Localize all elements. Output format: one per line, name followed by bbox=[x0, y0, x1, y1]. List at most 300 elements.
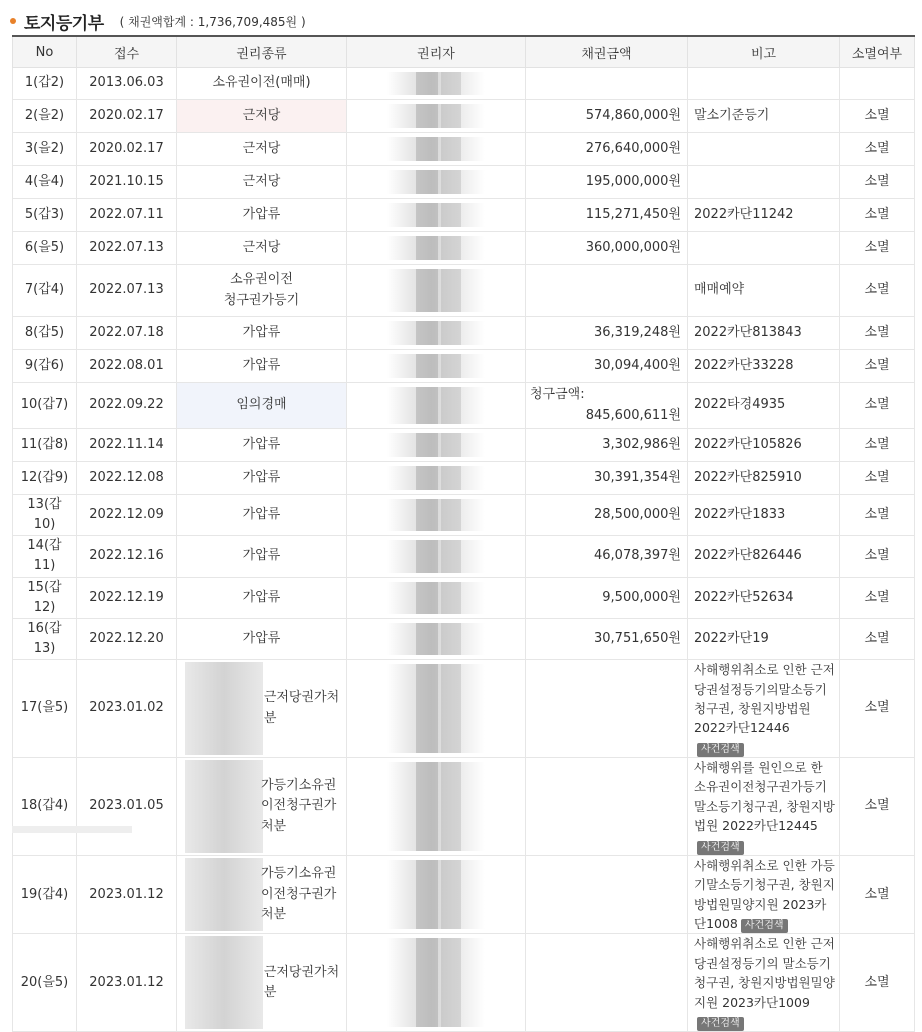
cell-note bbox=[688, 350, 840, 383]
cell-kind bbox=[177, 317, 347, 350]
cell-amount bbox=[526, 577, 688, 618]
kind-line1: 소유권이전 bbox=[230, 272, 293, 288]
cell-date bbox=[77, 429, 177, 462]
row-no: 17(을5) bbox=[20, 700, 69, 716]
row-note: 2022카단52634 bbox=[694, 589, 794, 605]
cell-amount bbox=[526, 618, 688, 659]
row-amount: 276,640,000원 bbox=[585, 140, 681, 156]
row-date: 2022.12.09 bbox=[89, 507, 164, 523]
row-date: 2023.01.05 bbox=[89, 798, 164, 814]
row-kind: 가압류 bbox=[242, 357, 281, 373]
table-row bbox=[13, 934, 915, 1032]
row-note: 매매예약 bbox=[694, 282, 745, 298]
cell-no bbox=[13, 855, 77, 934]
row-status: 소멸 bbox=[864, 469, 890, 485]
cell-note bbox=[688, 265, 840, 317]
row-date: 2022.12.19 bbox=[89, 589, 164, 605]
row-status: 소멸 bbox=[864, 173, 890, 189]
table-row bbox=[13, 462, 915, 495]
cell-no bbox=[13, 429, 77, 462]
kind-text bbox=[181, 864, 342, 924]
row-kind: 근저당 bbox=[242, 239, 281, 255]
cell-holder bbox=[347, 100, 526, 133]
row-status: 소멸 bbox=[864, 548, 890, 564]
blurred-holder bbox=[387, 664, 485, 753]
cell-no bbox=[13, 495, 77, 536]
cell-kind bbox=[177, 350, 347, 383]
cell-amount bbox=[526, 133, 688, 166]
table-row bbox=[13, 350, 915, 383]
case-search-button[interactable]: 사건검색 bbox=[697, 1017, 744, 1031]
row-kind: 임의경매 bbox=[236, 397, 287, 413]
cell-holder bbox=[347, 495, 526, 536]
cell-status bbox=[840, 577, 915, 618]
row-note: 2022카단11242 bbox=[694, 206, 794, 222]
cell-no bbox=[13, 166, 77, 199]
cell-no bbox=[13, 618, 77, 659]
cell-holder bbox=[347, 536, 526, 577]
cell-note bbox=[688, 166, 840, 199]
cell-no bbox=[13, 577, 77, 618]
kind-line2: 분 bbox=[263, 710, 277, 726]
cell-kind bbox=[177, 495, 347, 536]
cell-holder bbox=[347, 317, 526, 350]
cell-note bbox=[688, 495, 840, 536]
row-kind: 근저당 bbox=[242, 107, 281, 123]
table-row bbox=[13, 317, 915, 350]
row-date: 2021.10.15 bbox=[89, 173, 164, 189]
cell-holder bbox=[347, 166, 526, 199]
cell-date bbox=[77, 495, 177, 536]
row-note: 2022카단1833 bbox=[694, 507, 786, 523]
row-no: 1(갑2) bbox=[24, 75, 65, 91]
cell-amount bbox=[526, 855, 688, 934]
cell-note bbox=[688, 934, 840, 1032]
cell-kind bbox=[177, 618, 347, 659]
cell-date bbox=[77, 934, 177, 1032]
row-date: 2022.12.16 bbox=[89, 548, 164, 564]
cell-amount bbox=[526, 934, 688, 1032]
cell-status bbox=[840, 232, 915, 265]
blurred-holder bbox=[387, 540, 485, 572]
cell-status bbox=[840, 100, 915, 133]
cell-kind bbox=[177, 383, 347, 429]
row-amount: 574,860,000원 bbox=[585, 107, 681, 123]
cell-no bbox=[13, 199, 77, 232]
row-no: 14(갑11) bbox=[27, 538, 62, 574]
row-no: 3(을2) bbox=[24, 140, 65, 156]
cell-holder bbox=[347, 350, 526, 383]
cell-kind bbox=[177, 265, 347, 317]
cell-note bbox=[688, 429, 840, 462]
cell-date bbox=[77, 265, 177, 317]
row-status: 소멸 bbox=[864, 589, 890, 605]
cell-amount bbox=[526, 199, 688, 232]
row-kind: 가압류 bbox=[242, 436, 281, 452]
row-no: 20(을5) bbox=[20, 974, 69, 990]
kind-text bbox=[184, 963, 339, 1003]
cell-date bbox=[77, 133, 177, 166]
row-status: 소멸 bbox=[864, 107, 890, 123]
cell-no bbox=[13, 660, 77, 758]
registry-table bbox=[12, 35, 915, 1032]
row-no: 19(갑4) bbox=[20, 886, 69, 902]
cell-no bbox=[13, 536, 77, 577]
claim-label: 청구금액: bbox=[530, 387, 585, 403]
blurred-holder bbox=[387, 623, 485, 655]
cell-no bbox=[13, 462, 77, 495]
cell-no bbox=[13, 383, 77, 429]
row-note: 사해행위취소로 인한 근저당권설정등기의 말소등기청구권, 창원지방법원밀양지원 2023카단1009 bbox=[694, 936, 835, 1010]
row-no: 4(을4) bbox=[24, 173, 65, 189]
row-date: 2022.07.18 bbox=[89, 324, 164, 340]
row-note: 2022카단813843 bbox=[694, 324, 802, 340]
cell-kind bbox=[177, 68, 347, 100]
cell-status bbox=[840, 133, 915, 166]
row-status: 소멸 bbox=[864, 206, 890, 222]
cell-no bbox=[13, 317, 77, 350]
cell-note bbox=[688, 68, 840, 100]
row-status: 소멸 bbox=[864, 282, 890, 298]
cell-note bbox=[688, 618, 840, 659]
row-no: 11(갑8) bbox=[20, 436, 69, 452]
cell-kind bbox=[177, 855, 347, 934]
cell-holder bbox=[347, 429, 526, 462]
table-row bbox=[13, 199, 915, 232]
cell-date bbox=[77, 577, 177, 618]
cell-date bbox=[77, 536, 177, 577]
bullet-icon bbox=[10, 18, 16, 24]
row-no: 15(갑12) bbox=[27, 579, 62, 615]
cell-amount bbox=[526, 68, 688, 100]
row-no: 18(갑4) bbox=[20, 798, 69, 814]
col-status: 소멸여부 bbox=[840, 36, 915, 68]
col-date: 접수 bbox=[77, 36, 177, 68]
cell-kind bbox=[177, 660, 347, 758]
cell-amount bbox=[526, 100, 688, 133]
row-status: 소멸 bbox=[864, 507, 890, 523]
row-kind: 가압류 bbox=[242, 324, 281, 340]
blurred-holder bbox=[387, 72, 485, 95]
cell-amount bbox=[526, 660, 688, 758]
blurred-holder bbox=[387, 269, 485, 312]
row-no: 8(갑5) bbox=[24, 324, 65, 340]
row-no: 10(갑7) bbox=[20, 397, 69, 413]
cell-status bbox=[840, 536, 915, 577]
cell-no bbox=[13, 68, 77, 100]
blurred-holder bbox=[387, 170, 485, 194]
cell-date bbox=[77, 660, 177, 758]
cell-note bbox=[688, 577, 840, 618]
cell-status bbox=[840, 166, 915, 199]
cell-amount bbox=[526, 350, 688, 383]
row-date: 2022.11.14 bbox=[89, 436, 164, 452]
row-date: 2022.09.22 bbox=[89, 397, 164, 413]
row-amount: 195,000,000원 bbox=[585, 173, 681, 189]
cell-status bbox=[840, 317, 915, 350]
cell-date bbox=[77, 350, 177, 383]
cell-no bbox=[13, 100, 77, 133]
cell-amount bbox=[526, 536, 688, 577]
cell-status bbox=[840, 462, 915, 495]
cell-note bbox=[688, 317, 840, 350]
cell-status bbox=[840, 350, 915, 383]
row-kind: 소유권이전(매매) bbox=[212, 75, 311, 91]
row-date: 2013.06.03 bbox=[89, 75, 164, 91]
row-amount: 28,500,000원 bbox=[594, 507, 681, 523]
cell-no bbox=[13, 265, 77, 317]
row-status: 소멸 bbox=[864, 700, 890, 716]
row-kind: 가압류 bbox=[242, 548, 281, 564]
row-kind: 가압류 bbox=[242, 469, 281, 485]
cell-kind bbox=[177, 934, 347, 1032]
row-amount: 845,600,611원 bbox=[585, 407, 681, 423]
cell-status bbox=[840, 265, 915, 317]
cell-date bbox=[77, 383, 177, 429]
row-status: 소멸 bbox=[864, 886, 890, 902]
cell-amount bbox=[526, 462, 688, 495]
cell-note bbox=[688, 855, 840, 934]
table-row bbox=[13, 660, 915, 758]
row-note: 2022카단826446 bbox=[694, 548, 802, 564]
cell-status bbox=[840, 68, 915, 100]
cell-status bbox=[840, 618, 915, 659]
cell-status bbox=[840, 429, 915, 462]
cell-note bbox=[688, 462, 840, 495]
cell-date bbox=[77, 199, 177, 232]
row-note: 말소기준등기 bbox=[694, 107, 770, 123]
blurred-holder bbox=[387, 860, 485, 930]
kind-line2: 청구권가등기 bbox=[223, 292, 300, 308]
cell-kind bbox=[177, 232, 347, 265]
cell-holder bbox=[347, 855, 526, 934]
col-holder: 권리자 bbox=[347, 36, 526, 68]
cell-kind bbox=[177, 536, 347, 577]
blurred-holder bbox=[387, 499, 485, 531]
cell-holder bbox=[347, 383, 526, 429]
cell-note bbox=[688, 383, 840, 429]
row-note: 2022카단105826 bbox=[694, 436, 802, 452]
row-no: 5(갑3) bbox=[24, 206, 65, 222]
table-row bbox=[13, 495, 915, 536]
row-date: 2022.07.13 bbox=[89, 239, 164, 255]
row-date: 2023.01.12 bbox=[89, 974, 164, 990]
row-date: 2022.07.13 bbox=[89, 282, 164, 298]
row-no: 12(갑9) bbox=[20, 469, 69, 485]
table-row bbox=[13, 618, 915, 659]
cell-date bbox=[77, 317, 177, 350]
cell-date bbox=[77, 855, 177, 934]
row-amount: 46,078,397원 bbox=[594, 548, 681, 564]
cell-holder bbox=[347, 577, 526, 618]
row-amount: 30,094,400원 bbox=[594, 357, 681, 373]
kind-line1: 근저당권가처 bbox=[263, 964, 340, 980]
row-kind: 가압류 bbox=[242, 206, 281, 222]
cell-kind bbox=[177, 133, 347, 166]
row-note: 2022카단33228 bbox=[694, 357, 794, 373]
row-kind: 가압류 bbox=[242, 589, 281, 605]
cell-kind bbox=[177, 577, 347, 618]
cell-status bbox=[840, 758, 915, 856]
col-note: 비고 bbox=[688, 36, 840, 68]
blurred-holder bbox=[387, 433, 485, 457]
row-amount: 30,391,354원 bbox=[594, 469, 681, 485]
cell-no bbox=[13, 934, 77, 1032]
cell-holder bbox=[347, 758, 526, 856]
row-note: 사해행위취소로 인한 근저당권설정등기의말소등기청구권, 창원지방법원 2022카단12446 bbox=[694, 662, 835, 736]
row-amount: 9,500,000원 bbox=[602, 589, 681, 605]
cell-no bbox=[13, 350, 77, 383]
row-status: 소멸 bbox=[864, 357, 890, 373]
row-note: 2022타경4935 bbox=[694, 397, 786, 413]
cell-amount bbox=[526, 317, 688, 350]
row-note: 사해행위취소로 인한 가등기말소등기청구권, 창원지방법원밀양지원 2023카단1008 bbox=[694, 857, 835, 931]
col-amount: 채권금액 bbox=[526, 36, 688, 68]
kind-text bbox=[184, 688, 339, 728]
col-no: No bbox=[13, 36, 77, 68]
cell-status bbox=[840, 495, 915, 536]
row-date: 2022.07.11 bbox=[89, 206, 164, 222]
cell-status bbox=[840, 855, 915, 934]
row-amount: 3,302,986원 bbox=[602, 436, 681, 452]
blurred-holder bbox=[387, 236, 485, 260]
cell-kind bbox=[177, 429, 347, 462]
blurred-holder bbox=[387, 137, 485, 161]
row-kind: 근저당 bbox=[242, 173, 281, 189]
cell-amount bbox=[526, 166, 688, 199]
cell-holder bbox=[347, 934, 526, 1032]
cell-amount bbox=[526, 232, 688, 265]
case-search-button[interactable]: 사건검색 bbox=[697, 743, 744, 757]
blurred-holder bbox=[387, 762, 485, 851]
blurred-holder bbox=[387, 354, 485, 378]
table-row bbox=[13, 536, 915, 577]
blurred-holder bbox=[387, 203, 485, 227]
row-status: 소멸 bbox=[864, 397, 890, 413]
cell-date bbox=[77, 166, 177, 199]
case-search-button[interactable]: 사건검색 bbox=[741, 919, 788, 933]
cell-kind bbox=[177, 199, 347, 232]
row-status: 소멸 bbox=[864, 324, 890, 340]
cell-kind bbox=[177, 462, 347, 495]
cell-note bbox=[688, 660, 840, 758]
kind-line1: 가등기소유권 bbox=[261, 866, 337, 882]
cell-kind bbox=[177, 758, 347, 856]
cell-holder bbox=[347, 660, 526, 758]
table-row bbox=[13, 383, 915, 429]
row-note: 사해행위를 원인으로 한 소유권이전청구권가등기 말소등기청구권, 창원지방법원 2022카단12445 bbox=[694, 760, 835, 834]
table-row bbox=[13, 429, 915, 462]
cell-holder bbox=[347, 133, 526, 166]
kind-text bbox=[181, 776, 342, 836]
row-date: 2022.12.20 bbox=[89, 630, 164, 646]
cell-holder bbox=[347, 232, 526, 265]
row-date: 2023.01.02 bbox=[89, 700, 164, 716]
kind-line1: 근저당권가처 bbox=[263, 690, 340, 706]
row-no: 13(갑10) bbox=[27, 497, 62, 533]
section-header bbox=[10, 8, 306, 34]
row-date: 2020.02.17 bbox=[89, 140, 164, 156]
table-row bbox=[13, 265, 915, 317]
kind-line1: 가등기소유권 bbox=[261, 778, 337, 794]
cell-status bbox=[840, 660, 915, 758]
scroll-remnant bbox=[12, 826, 132, 833]
kind-line2: 이전청구권가처분 bbox=[261, 798, 337, 834]
kind-line2: 분 bbox=[263, 984, 277, 1000]
row-status: 소멸 bbox=[864, 436, 890, 452]
cell-note bbox=[688, 536, 840, 577]
row-no: 2(을2) bbox=[24, 107, 65, 123]
row-status: 소멸 bbox=[864, 140, 890, 156]
table-row bbox=[13, 855, 915, 934]
cell-amount bbox=[526, 429, 688, 462]
cell-status bbox=[840, 383, 915, 429]
cell-kind bbox=[177, 100, 347, 133]
row-status: 소멸 bbox=[864, 798, 890, 814]
cell-holder bbox=[347, 199, 526, 232]
table-row bbox=[13, 758, 915, 856]
cell-note bbox=[688, 133, 840, 166]
blurred-holder bbox=[387, 938, 485, 1027]
cell-note bbox=[688, 758, 840, 856]
cell-date bbox=[77, 462, 177, 495]
row-date: 2020.02.17 bbox=[89, 107, 164, 123]
cell-amount bbox=[526, 758, 688, 856]
cell-no bbox=[13, 232, 77, 265]
row-status: 소멸 bbox=[864, 239, 890, 255]
table-row bbox=[13, 232, 915, 265]
cell-amount bbox=[526, 265, 688, 317]
claim-sum: ( 채권액합계 : 1,736,709,485원 ) bbox=[119, 14, 306, 29]
cell-date bbox=[77, 68, 177, 100]
row-status: 소멸 bbox=[864, 974, 890, 990]
table-row bbox=[13, 133, 915, 166]
cell-note bbox=[688, 232, 840, 265]
cell-kind bbox=[177, 166, 347, 199]
row-amount: 36,319,248원 bbox=[594, 324, 681, 340]
table-row bbox=[13, 100, 915, 133]
row-kind: 가압류 bbox=[242, 630, 281, 646]
table-row bbox=[13, 577, 915, 618]
blurred-holder bbox=[387, 387, 485, 424]
cell-date bbox=[77, 618, 177, 659]
kind-line2: 이전청구권가처분 bbox=[261, 886, 337, 922]
blurred-holder bbox=[387, 466, 485, 490]
table-header-row bbox=[13, 36, 915, 68]
cell-date bbox=[77, 232, 177, 265]
row-status: 소멸 bbox=[864, 630, 890, 646]
cell-holder bbox=[347, 462, 526, 495]
cell-amount bbox=[526, 495, 688, 536]
cell-amount bbox=[526, 383, 688, 429]
row-kind: 근저당 bbox=[242, 140, 281, 156]
row-kind: 가압류 bbox=[242, 507, 281, 523]
row-note: 2022카단825910 bbox=[694, 469, 802, 485]
row-no: 16(갑13) bbox=[27, 620, 62, 656]
cell-status bbox=[840, 199, 915, 232]
section-title: 토지등기부 bbox=[24, 13, 104, 34]
blurred-holder bbox=[387, 582, 485, 614]
blurred-holder bbox=[387, 321, 485, 345]
case-search-button[interactable]: 사건검색 bbox=[697, 841, 744, 855]
table-row bbox=[13, 68, 915, 100]
cell-note bbox=[688, 100, 840, 133]
blurred-holder bbox=[387, 104, 485, 128]
cell-holder bbox=[347, 618, 526, 659]
cell-note bbox=[688, 199, 840, 232]
cell-holder bbox=[347, 265, 526, 317]
cell-date bbox=[77, 758, 177, 856]
